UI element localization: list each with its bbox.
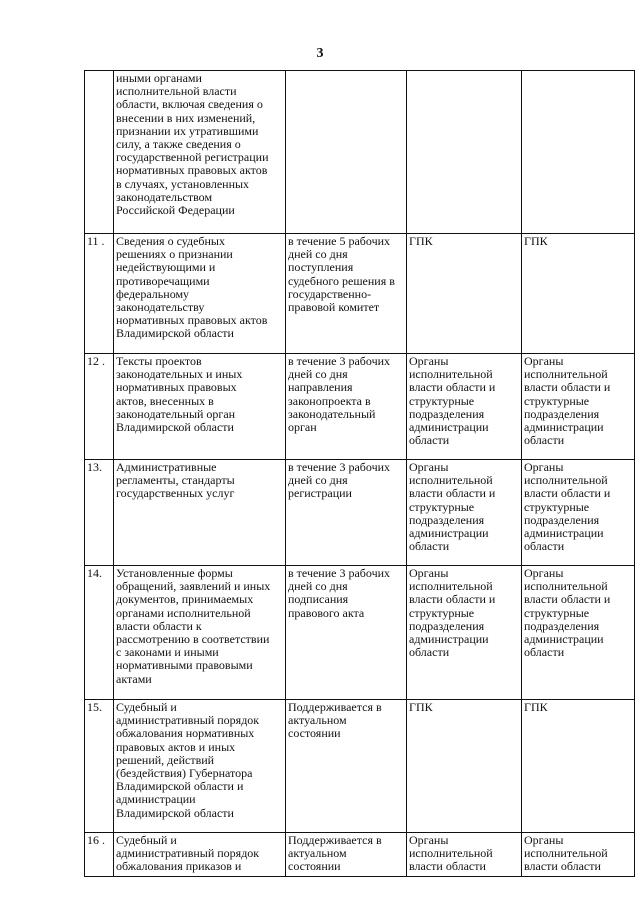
updater-cell — [522, 71, 635, 234]
row-number: 16 . — [85, 833, 114, 877]
updater-cell: Органы исполнительной власти области и структурные подразделения администрации области — [522, 460, 635, 566]
table-row — [85, 460, 635, 566]
updater-cell: Органы исполнительной власти области — [522, 833, 635, 877]
row-number: 11 . — [85, 234, 114, 354]
responsible-cell: Органы исполнительной власти области и структурные подразделения администрации области — [407, 460, 522, 566]
updater-cell: ГПК — [522, 234, 635, 354]
table-row — [85, 700, 635, 833]
deadline-cell: Поддерживается в актуальном состоянии — [286, 700, 407, 833]
info-type-cell: Установленные формы обращений, заявлений и иных документов, принимаемых органами исполнительной власти области к рассмотрению в соответствии с законами и иными нормативными правовыми актами — [114, 566, 286, 700]
responsible-cell: ГПК — [407, 234, 522, 354]
info-type-cell: Судебный и административный порядок обжалования нормативных правовых актов и иных решений, действий (бездействия) Губернатора Владимирской области и администрации Владимирской области — [114, 700, 286, 833]
deadline-cell: в течение 5 рабочих дней со дня поступления судебного решения в государственно- правовой комитет — [286, 234, 407, 354]
info-type-cell: Судебный и административный порядок обжалования приказов и — [114, 833, 286, 877]
responsible-cell — [407, 71, 522, 234]
updater-cell: Органы исполнительной власти области и структурные подразделения администрации области — [522, 354, 635, 460]
table-row — [85, 833, 635, 877]
info-type-cell: Сведения о судебных решениях о признании недействующими и противоречащими федеральному законодательству нормативных правовых актов Владимирской области — [114, 234, 286, 354]
info-type-cell: Административные регламенты, стандарты государственных услуг — [114, 460, 286, 566]
responsible-cell: Органы исполнительной власти области — [407, 833, 522, 877]
page-number: 3 — [316, 46, 324, 61]
row-number: 15. — [85, 700, 114, 833]
responsible-cell: ГПК — [407, 700, 522, 833]
responsible-cell: Органы исполнительной власти области и структурные подразделения администрации области — [407, 566, 522, 700]
deadline-cell: в течение 3 рабочих дней со дня регистрации — [286, 460, 407, 566]
deadline-cell: в течение 3 рабочих дней со дня подписания правового акта — [286, 566, 407, 700]
row-number: 12 . — [85, 354, 114, 460]
table-row — [85, 354, 635, 460]
info-type-cell: Тексты проектов законодательных и иных нормативных правовых актов, внесенных в законодательный орган Владимирской области — [114, 354, 286, 460]
updater-cell: Органы исполнительной власти области и структурные подразделения администрации области — [522, 566, 635, 700]
info-type-cell: иными органами исполнительной власти области, включая сведения о внесении в них изменений, признании их утратившими силу, а также сведения о государственной регистрации нормативных правовых актов в случаях, установленных законодательством Российской Федерации — [114, 71, 286, 234]
table-row — [85, 234, 635, 354]
table-row — [85, 566, 635, 700]
information-table — [84, 70, 635, 877]
row-number: 14. — [85, 566, 114, 700]
table-row — [85, 71, 635, 234]
row-number: 13. — [85, 460, 114, 566]
row-number — [85, 71, 114, 234]
deadline-cell: Поддерживается в актуальном состоянии — [286, 833, 407, 877]
deadline-cell — [286, 71, 407, 234]
updater-cell: ГПК — [522, 700, 635, 833]
deadline-cell: в течение 3 рабочих дней со дня направления законопроекта в законодательный орган — [286, 354, 407, 460]
responsible-cell: Органы исполнительной власти области и структурные подразделения администрации области — [407, 354, 522, 460]
